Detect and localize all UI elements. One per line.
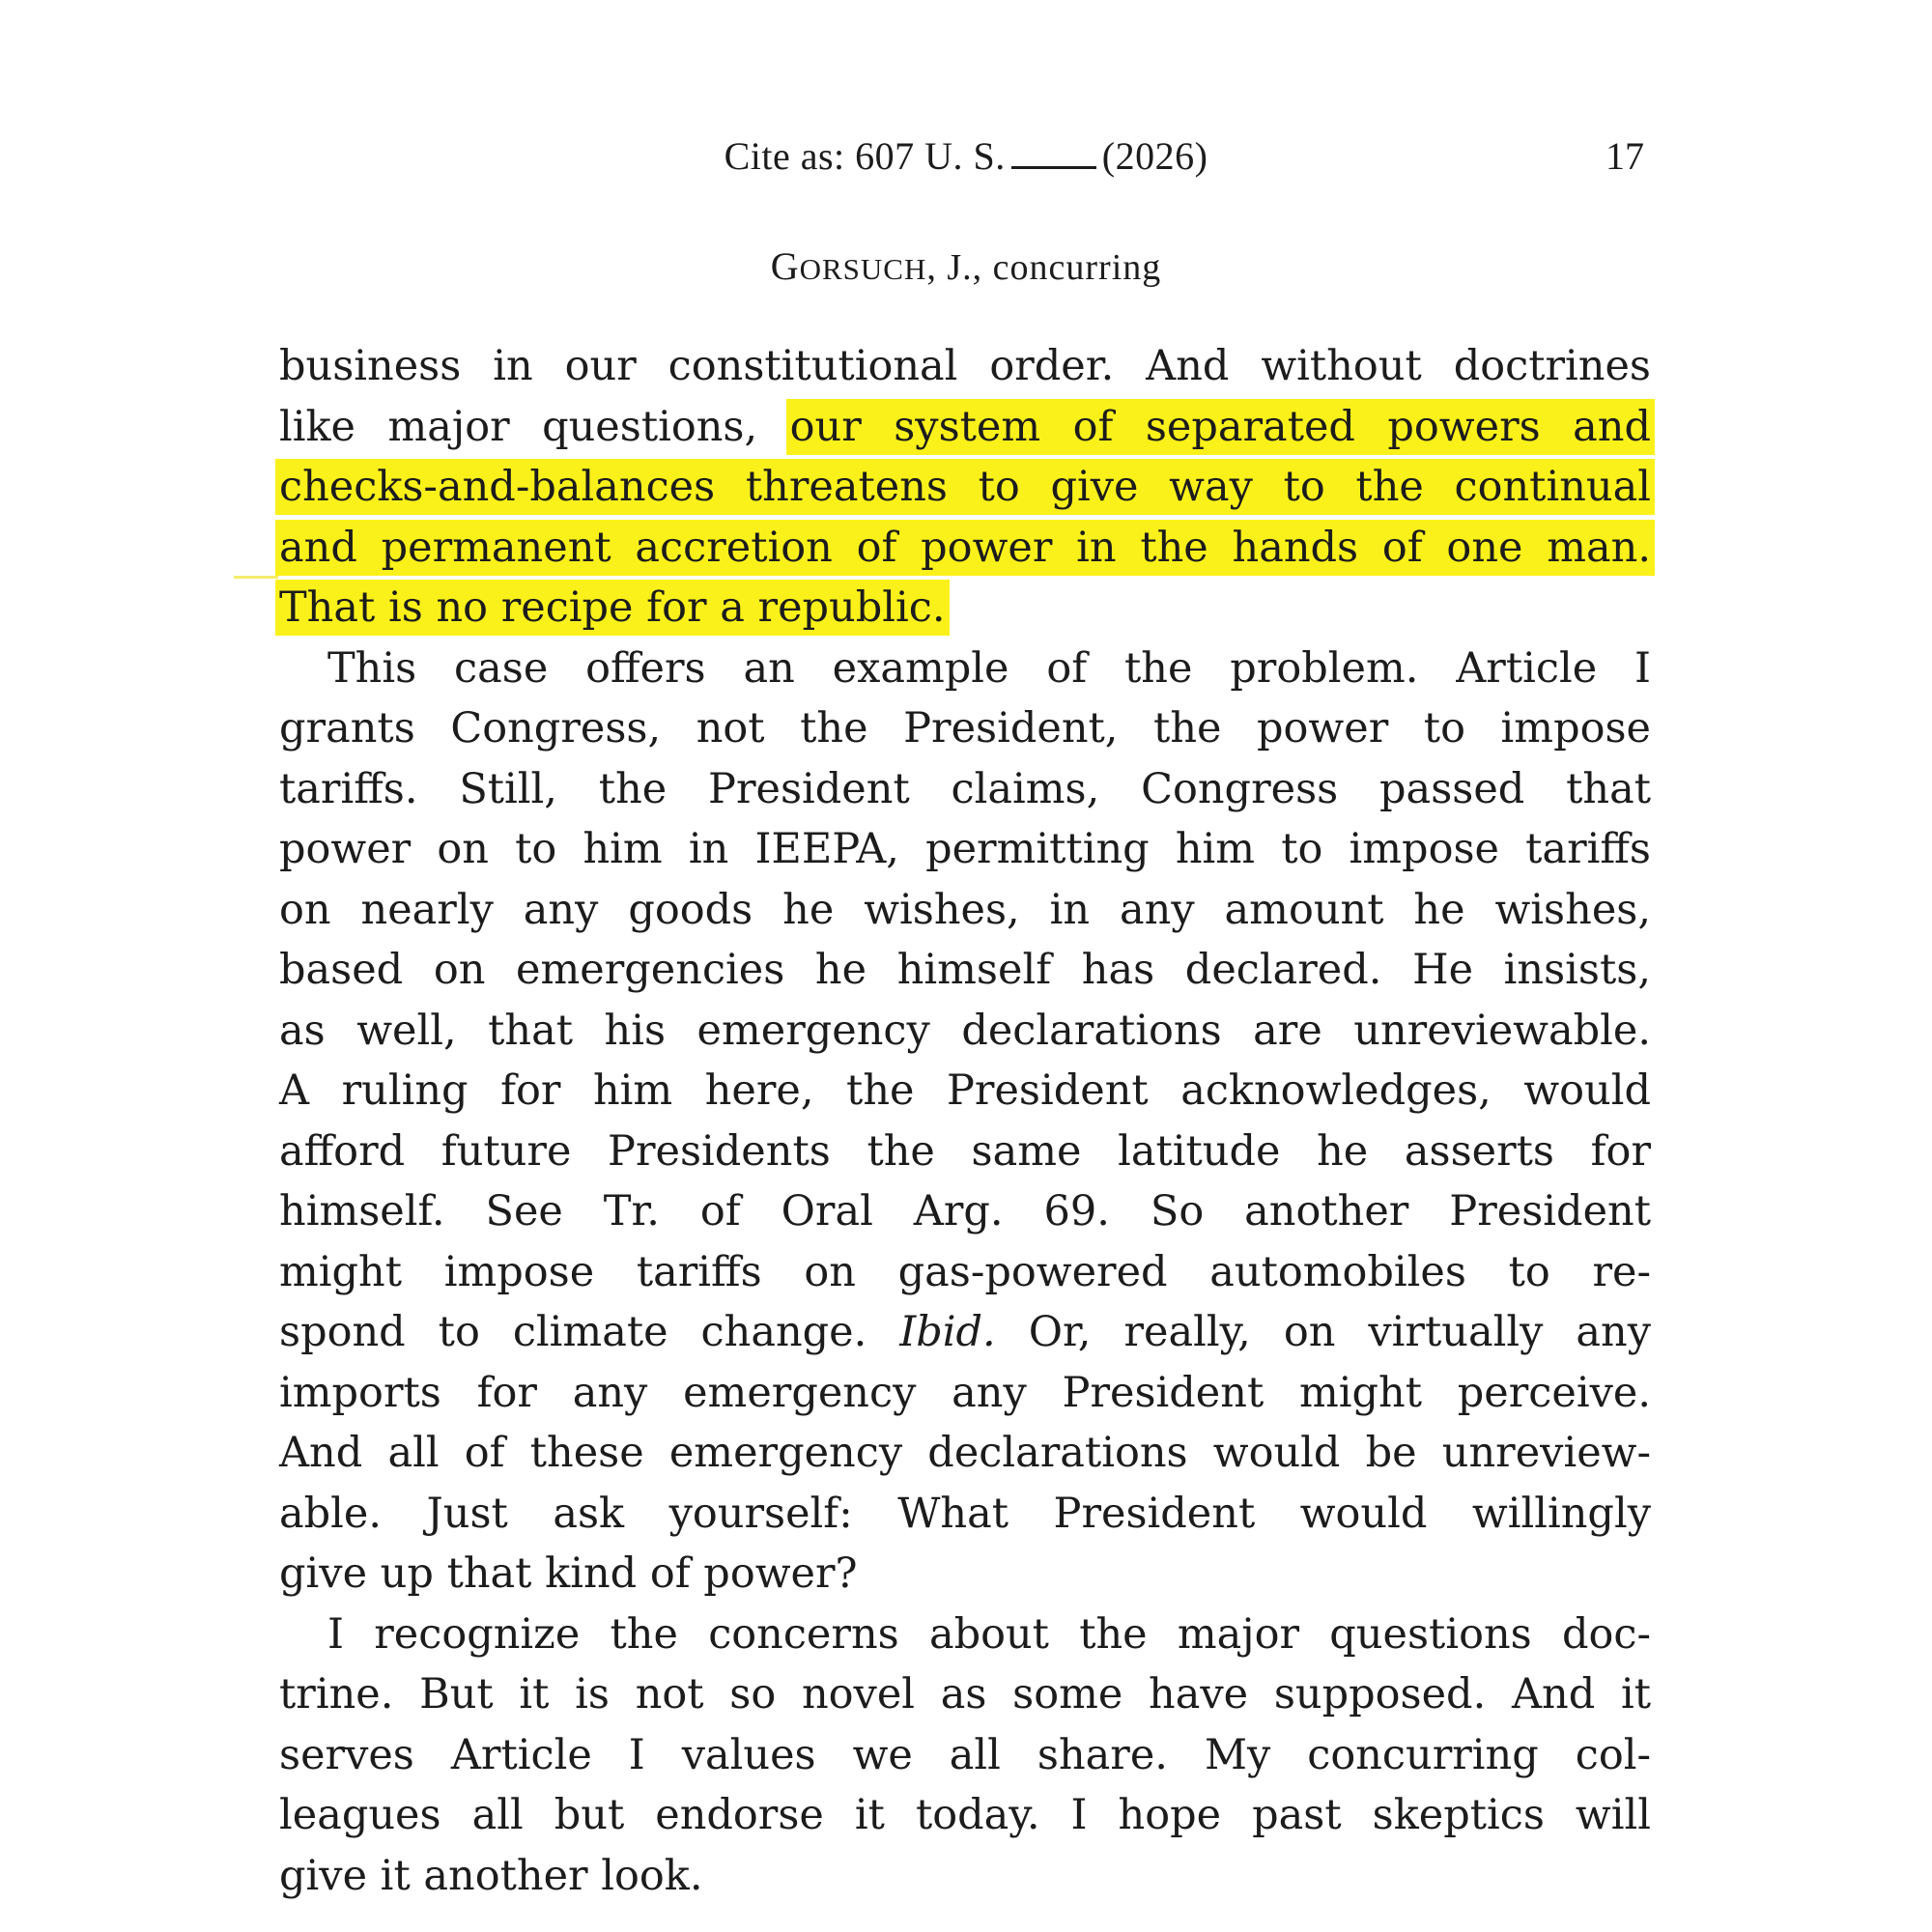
paragraph-start: I recognize the concerns about the major questions doc- <box>327 1609 1651 1659</box>
text-line <box>279 578 1651 639</box>
text-segment: like major questions, <box>279 402 790 451</box>
author-initial: G <box>770 244 800 288</box>
paragraph-start: This case offers an example of the problem. Article I <box>327 643 1651 693</box>
text-line: afford future Presidents the same latitude he asserts for <box>279 1126 1651 1176</box>
text-line: power on to him in IEEPA, permitting him to impose tariffs <box>279 825 1651 873</box>
text-line: tariffs. Still, the President claims, Congress passed that <box>279 764 1651 813</box>
text-line: imports for any emergency any President might perceive. <box>279 1368 1651 1417</box>
text-line: himself. See Tr. of Oral Arg. 69. So another President <box>279 1187 1651 1236</box>
text-line: able. Just ask yourself: What President would willingly <box>279 1489 1651 1538</box>
highlight-stray-mark <box>234 576 278 579</box>
text-line <box>279 518 1651 579</box>
citation-year: (2026) <box>1101 134 1208 178</box>
highlighted-text: That is no recipe for a republic. <box>279 583 946 632</box>
text-segment: spond to climate change. <box>279 1308 900 1356</box>
highlighted-text: checks-and-balances threatens to give way to the continual <box>279 463 1651 511</box>
text-line: leagues all but endorse it today. I hope past skeptics will <box>279 1791 1651 1839</box>
page-number: 17 <box>1605 134 1644 178</box>
opinion-body <box>279 336 1651 1906</box>
text-segment: Or, really, on virtually any <box>995 1308 1651 1356</box>
text-line: trine. But it is not so novel as some have supposed. And it <box>279 1670 1651 1719</box>
text-line: And all of these emergency declarations would be unreview- <box>279 1429 1651 1477</box>
opinion-type: , J., concurring <box>926 247 1162 288</box>
citation-prefix: Cite as: 607 U. S. <box>724 134 1006 178</box>
citation-ibid: Ibid. <box>899 1308 996 1356</box>
author-smallcaps: ORSUCH <box>799 252 927 286</box>
opinion-author-header <box>0 243 1932 289</box>
text-line: A ruling for him here, the President acknowledges, would <box>279 1066 1651 1115</box>
text-line: business in our constitutional order. And without doctrines <box>279 342 1651 390</box>
text-line <box>279 457 1651 518</box>
citation-blank <box>1011 137 1096 169</box>
text-line: serves Article I values we all share. My concurring col- <box>279 1730 1651 1779</box>
text-line: on nearly any goods he wishes, in any amount he wishes, <box>279 885 1651 934</box>
text-line <box>279 397 1651 458</box>
highlighted-text: and permanent accretion of power in the hands of one man. <box>279 523 1651 572</box>
text-line <box>279 1302 1651 1363</box>
text-line: give it another look. <box>279 1851 703 1900</box>
text-line: as well, that his emergency declarations are unreviewable. <box>279 1006 1651 1055</box>
text-line: give up that kind of power? <box>279 1549 858 1598</box>
text-line: grants Congress, not the President, the power to impose <box>279 704 1651 753</box>
highlighted-text: our system of separated powers and <box>789 402 1651 451</box>
text-line: based on emergencies he himself has declared. He insists, <box>279 946 1651 994</box>
text-line: might impose tariffs on gas-powered automobiles to re- <box>279 1247 1651 1296</box>
